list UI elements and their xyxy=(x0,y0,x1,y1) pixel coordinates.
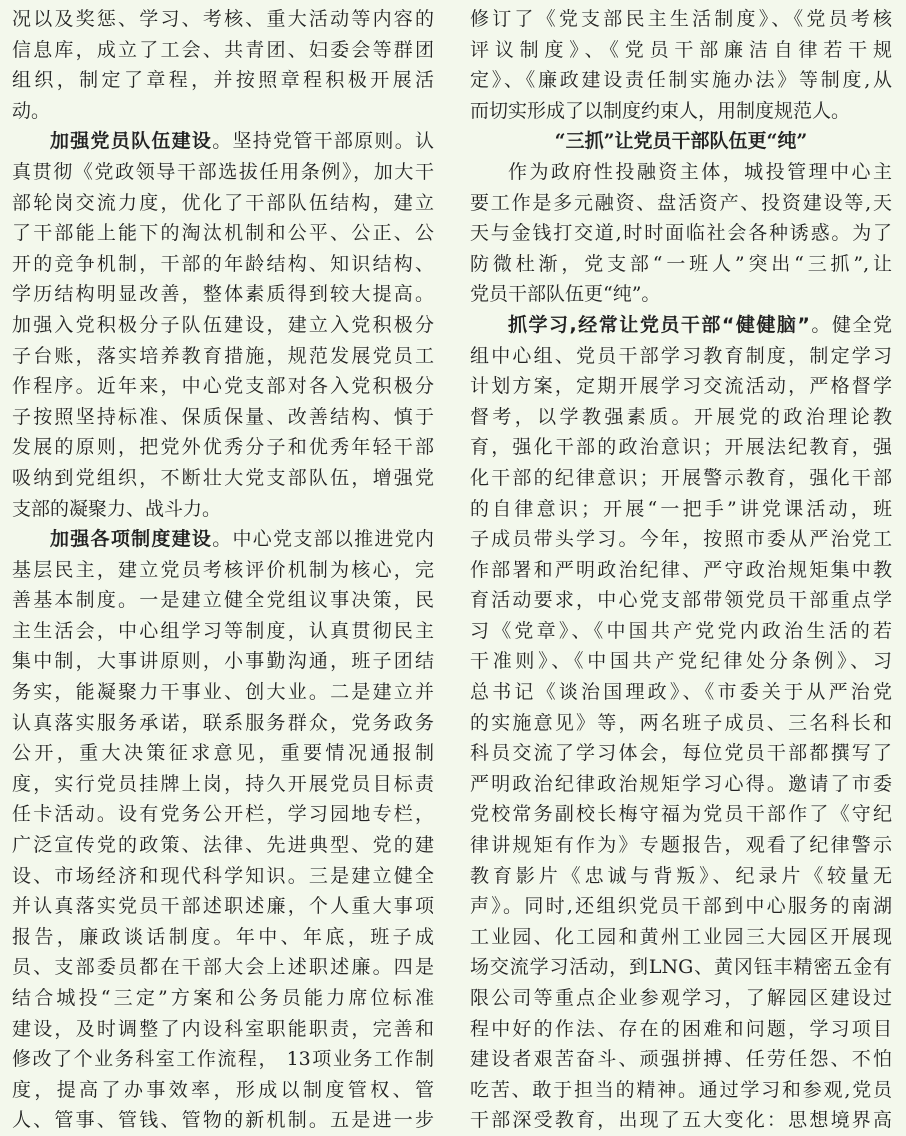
text-line: 学历结构明显改善，整体素质得到较大提高。 xyxy=(12,283,434,306)
text-line: 加强入党积极分子队伍建设，建立入党积极分 xyxy=(12,313,434,336)
text-line: 子按照坚持标准、保质保量、改善结构、慎于 xyxy=(12,405,434,428)
bold-heading: 加强党员队伍建设 xyxy=(50,130,213,153)
paragraph-lead-line xyxy=(12,126,434,157)
text-line: 场交流学习活动，到LNG、黄冈钰丰精密五金有 xyxy=(470,956,892,979)
bold-heading: 加强各项制度建设 xyxy=(50,528,213,551)
text-line: 真贯彻《党政领导干部选拔任用条例》，加大干 xyxy=(12,160,434,183)
text-line: 律讲规矩有作为》专题报告，观看了纪律警示 xyxy=(470,834,892,857)
text-line: 严明政治纪律政治规矩学习心得。邀请了市委 xyxy=(470,772,892,795)
right-column xyxy=(470,4,892,1136)
text-line: 总书记《谈治国理政》、《市委关于从严治党 xyxy=(470,681,892,704)
text-line: 善基本制度。一是建立健全党组议事决策，民 xyxy=(12,589,434,612)
text-line: 任卡活动。设有党务公开栏，学习园地专栏， xyxy=(12,803,434,826)
text-line: 声》。同时,还组织党员干部到中心服务的南湖 xyxy=(470,895,892,918)
text-line: 党校常务副校长梅守福为党员干部作了《守纪 xyxy=(470,803,892,826)
text-line: 组中心组、党员干部学习教育制度，制定学习 xyxy=(470,344,892,367)
bold-heading: 抓学习,经常让党员干部“健健脑” xyxy=(508,313,810,336)
text-line: 认真落实服务承诺，联系服务群众，党务政务 xyxy=(12,711,434,734)
text-line: 督考，以学教强素质。开展党的政治理论教 xyxy=(470,405,892,428)
text-line: 度，提高了办事效率，形成以制度管权、管 xyxy=(12,1078,434,1101)
text-line: 动。 xyxy=(12,99,51,122)
text-line: 育，强化干部的政治意识；开展法纪教育，强 xyxy=(470,436,892,459)
text-line: 的自律意识；开展“一把手”讲党课活动，班 xyxy=(470,497,892,520)
text-line: 报告，廉政谈话制度。年中、年底，班子成 xyxy=(12,925,434,948)
text-line: 程中好的作法、存在的困难和问题，学习项目 xyxy=(470,1017,892,1040)
text-line: 定》、《廉政建设责任制实施办法》等制度,从 xyxy=(470,69,892,92)
text-run: 。中心党支部以推进党内 xyxy=(212,528,434,551)
text-line: 子成员带头学习。今年，按照市委从严治党工 xyxy=(470,528,892,551)
text-line: 公开，重大决策征求意见，重要情况通报制 xyxy=(12,742,434,765)
text-line: 集中制，大事讲原则，小事勤沟通，班子团结 xyxy=(12,650,434,673)
text-line: 设、市场经济和现代科学知识。三是建立健全 xyxy=(12,864,434,887)
text-line: 况以及奖惩、学习、考核、重大活动等内容的 xyxy=(12,8,434,30)
paragraph-lead-line xyxy=(12,524,434,555)
text-line: 化干部的纪律意识；开展警示教育，强化干部 xyxy=(470,466,892,489)
text-line: 主生活会，中心组学习等制度，认真贯彻民主 xyxy=(12,619,434,642)
text-line: 党员干部队伍更“纯”。 xyxy=(470,283,661,306)
text-line: 育活动要求，中心党支部带领党员干部重点学 xyxy=(470,589,892,612)
text-line: 了干部能上能下的淘汰机制和公平、公正、公 xyxy=(12,222,434,245)
text-line: 子台账，落实培养教育措施，规范发展党员工 xyxy=(12,344,434,367)
text-line: 吸纳到党组织，不断壮大党支部队伍，增强党 xyxy=(12,466,434,489)
text-run: 。健全党 xyxy=(809,313,892,336)
text-line: 修订了《党支部民主生活制度》、《党员考核 xyxy=(470,8,892,30)
text-line: 建设者艰苦奋斗、顽强拼搏、任劳任怨、不怕 xyxy=(470,1048,892,1071)
text-line: 修改了个业务科室工作流程， 13项业务工作制 xyxy=(12,1048,434,1071)
text-line: 限公司等重点企业参观学习，了解园区建设过 xyxy=(470,987,892,1009)
text-line: 结合城投“三定”方案和公务员能力席位标准 xyxy=(12,987,434,1009)
text-line: 计划方案，定期开展学习交流活动，严格督学 xyxy=(470,375,892,398)
text-line: 科员交流了学习体会，每位党员干部都撰写了 xyxy=(470,742,892,765)
text-line: 开的竞争机制，干部的年龄结构、知识结构、 xyxy=(12,252,434,275)
text-line: 习《党章》、《中国共产党党内政治生活的若 xyxy=(470,619,892,642)
text-line: 干准则》、《中国共产党纪律处分条例》、习 xyxy=(470,650,892,673)
text-line: 组织，制定了章程，并按照章程积极开展活 xyxy=(12,69,434,92)
text-line: 支部的凝聚力、战斗力。 xyxy=(12,497,222,520)
text-line: 评议制度》、《党员干部廉洁自律若干规 xyxy=(470,38,892,61)
text-line: 广泛宣传党的政策、法律、先进典型、党的建 xyxy=(12,834,434,857)
text-line: 防微杜渐，党支部“一班人”突出“三抓”,让 xyxy=(470,252,892,275)
text-line: 要工作是多元融资、盘活资产、投资建设等,天 xyxy=(470,191,892,214)
text-line: 人、管事、管钱、管物的新机制。五是进一步 xyxy=(12,1109,434,1132)
text-line: 并认真落实党员干部述职述廉，个人重大事项 xyxy=(12,895,434,918)
text-line: 工业园、化工园和黄州工业园三大园区开展现 xyxy=(470,925,892,948)
text-line: 务实，能凝聚力干事业、创大业。二是建立并 xyxy=(12,681,434,704)
text-line: 作部署和严明政治纪律、严守政治规矩集中教 xyxy=(470,558,892,581)
text-line: 的实施意见》等，两名班子成员、三名科长和 xyxy=(470,711,892,734)
text-line: 作为政府性投融资主体，城投管理中心主 xyxy=(508,160,892,183)
text-line: 作程序。近年来，中心党支部对各入党积极分 xyxy=(12,375,434,398)
text-line: 吃苦、敢于担当的精神。通过学习和参观,党员 xyxy=(470,1078,892,1101)
text-line: 天与金钱打交道,时时面临社会各种诱惑。为了 xyxy=(470,222,892,245)
paragraph-lead-line xyxy=(470,310,892,341)
left-column xyxy=(12,4,434,1136)
text-line: 度，实行党员挂牌上岗，持久开展党员目标责 xyxy=(12,772,434,795)
text-line: 发展的原则，把党外优秀分子和优秀年轻干部 xyxy=(12,436,434,459)
text-line: 部轮岗交流力度，优化了干部队伍结构，建立 xyxy=(12,191,434,214)
text-line: 员、支部委员都在干部大会上述职述廉。四是 xyxy=(12,956,434,979)
text-line: 干部深受教育，出现了五大变化：思想境界高 xyxy=(470,1109,892,1132)
section-heading: “三抓”让党员干部队伍更“纯” xyxy=(554,130,808,153)
text-line: 信息库，成立了工会、共青团、妇委会等群团 xyxy=(12,38,434,61)
text-line: 建设，及时调整了内设科室职能职责，完善和 xyxy=(12,1017,434,1040)
text-line: 而切实形成了以制度约束人，用制度规范人。 xyxy=(470,99,851,122)
text-line: 教育影片《忠诚与背叛》、纪录片《较量无 xyxy=(470,864,892,887)
text-run: 。坚持党管干部原则。认 xyxy=(212,130,434,153)
text-line: 基层民主，建立党员考核评价机制为核心，完 xyxy=(12,558,434,581)
